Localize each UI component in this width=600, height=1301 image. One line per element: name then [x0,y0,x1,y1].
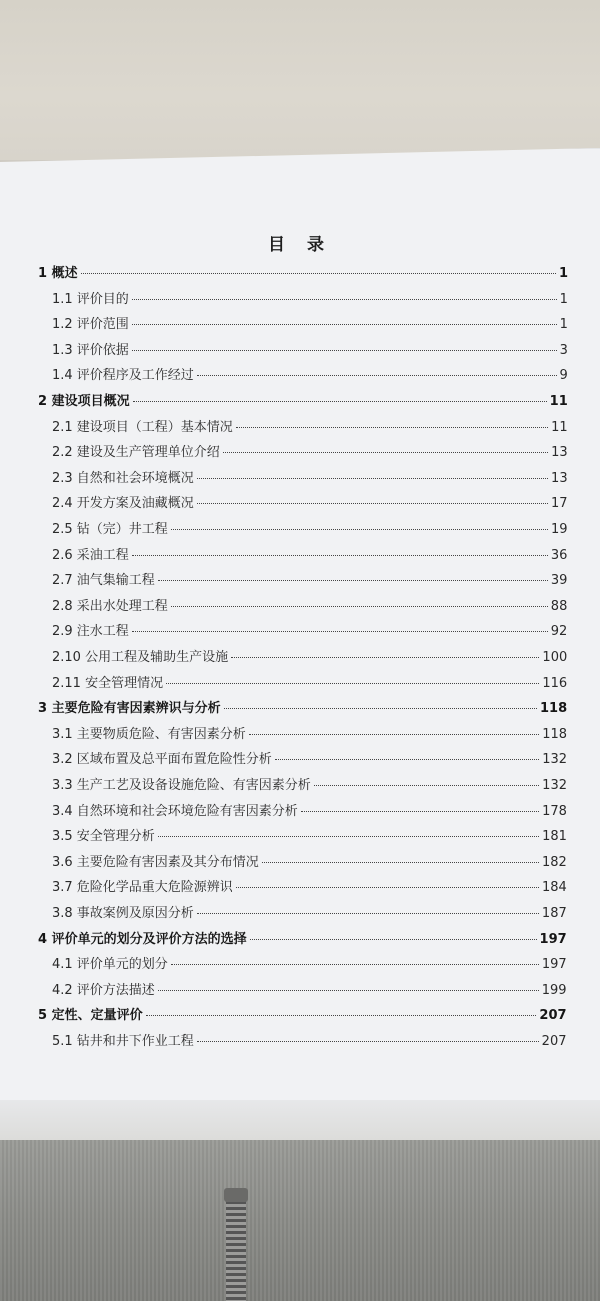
toc-section-entry [52,851,567,870]
toc-entry-label: 2.11 安全管理情况 [52,675,164,691]
toc-entry-page-number: 118 [540,701,568,717]
toc-section-entry [52,544,567,563]
toc-entry-label: 3 主要危险有害因素辨识与分析 [38,701,221,717]
toc-section-entry [52,288,568,307]
dot-leader [236,887,539,888]
dot-leader [250,939,537,940]
toc-entry-label: 2.6 采油工程 [52,547,129,563]
fabric-background [0,1140,600,1301]
toc-section-entry [52,620,567,639]
toc-entry-label: 3.2 区域布置及总平面布置危险性分析 [52,752,272,768]
toc-entry-label: 3.7 危险化学品重大危险源辨识 [52,880,233,896]
toc-entry-label: 1.2 评价范围 [52,317,129,333]
toc-entry-page-number: 11 [551,419,568,435]
toc-section-entry [52,441,568,460]
toc-entry-label: 3.1 主要物质危险、有害因素分析 [52,726,246,742]
toc-entry-label: 2.2 建设及生产管理单位介绍 [52,445,220,461]
toc-entry-label: 1 概述 [38,266,78,281]
toc-entry-page-number: 199 [541,982,567,998]
toc-section-entry [52,646,567,665]
toc-section-entry [52,518,568,537]
toc-entry-page-number: 1 [559,317,568,333]
toc-entry-page-number: 178 [542,803,567,819]
toc-entry-page-number: 19 [550,522,568,537]
dot-leader [132,299,557,300]
dot-leader [262,862,539,863]
dot-leader [132,631,548,632]
toc-entry-page-number: 17 [551,496,568,512]
toc-entry-label: 3.4 自然环境和社会环境危险有害因素分析 [52,803,298,819]
dot-leader [249,734,539,735]
toc-entry-page-number: 92 [550,624,568,640]
dot-leader [223,452,548,453]
dot-leader [81,273,556,274]
zipper-pull [224,1188,248,1202]
toc-entry-label: 1.3 评价依据 [52,342,129,358]
toc-entry-label: 3.6 主要危险有害因素及其分布情况 [52,854,259,870]
dot-leader [133,401,547,402]
toc-section-entry [52,800,567,819]
toc-entry-label: 1.1 评价目的 [52,291,129,307]
dot-leader [171,606,548,607]
toc-entry-label: 2.1 建设项目（工程）基本情况 [52,419,233,435]
toc-entry-page-number: 207 [541,1034,567,1049]
toc-chapter-entry [38,928,567,947]
dot-leader [132,324,557,325]
toc-section-entry [52,492,568,511]
toc-entry-page-number: 36 [550,547,568,563]
dot-leader [197,478,548,479]
toc-section-entry [52,748,567,767]
toc-section-entry [52,723,567,742]
toc-section-entry [52,364,568,383]
toc-entry-page-number: 100 [542,650,568,665]
dot-leader [275,759,539,760]
toc-entry-page-number: 197 [541,957,567,973]
toc-section-entry [52,876,567,895]
dot-leader [158,836,539,837]
toc-entry-label: 5 定性、定量评价 [38,1008,143,1024]
toc-entry-label: 2.9 注水工程 [52,624,129,640]
toc-entry-page-number: 197 [539,931,567,947]
dot-leader [197,913,539,914]
toc-entry-page-number: 13 [551,470,568,486]
toc-section-entry [52,1030,567,1049]
toc-section-entry [52,467,568,486]
toc-entry-page-number: 9 [559,368,568,384]
dot-leader [301,811,539,812]
toc-section-entry [52,339,568,358]
dot-leader [158,580,548,581]
toc-entry-label: 2.10 公用工程及辅助生产设施 [52,650,229,665]
toc-entry-label: 2.8 采出水处理工程 [52,598,168,614]
toc-entry-label: 3.5 安全管理分析 [52,829,155,845]
toc-section-entry [52,595,567,614]
toc-entry-page-number: 118 [542,726,568,742]
dot-leader [224,708,537,709]
dot-leader [314,785,539,786]
toc-entry-page-number: 88 [550,598,568,614]
toc-entry-page-number: 181 [542,829,567,845]
toc-entry-label: 4.2 评价方法描述 [52,982,155,998]
dot-leader [171,964,539,965]
toc-entry-page-number: 1 [559,291,568,307]
dot-leader [231,657,539,658]
toc-entry-label: 3.3 生产工艺及设备设施危险、有害因素分析 [52,778,311,793]
toc-section-entry [52,825,567,844]
toc-entry-label: 1.4 评价程序及工作经过 [52,368,194,384]
dot-leader [146,1015,537,1016]
toc-entry-page-number: 184 [541,880,567,896]
toc-entry-label: 2.5 钻（完）井工程 [52,522,168,537]
toc-entry-page-number: 11 [549,394,568,409]
dot-leader [171,529,548,530]
toc-entry-label: 2.7 油气集输工程 [52,573,155,589]
toc-entry-label: 5.1 钻井和井下作业工程 [52,1034,194,1049]
dot-leader [197,503,548,504]
toc-entry-label: 2 建设项目概况 [38,394,130,409]
toc-entry-page-number: 39 [550,573,568,589]
dot-leader [197,375,557,376]
toc-entry-page-number: 207 [539,1008,567,1024]
zipper [226,1195,246,1301]
toc-section-entry [52,313,568,332]
dot-leader [236,427,548,428]
toc-entry-page-number: 182 [542,854,567,870]
toc-section-entry [52,902,567,921]
toc-section-entry [52,416,568,435]
toc-entry-page-number: 132 [542,778,567,793]
toc-chapter-entry [38,697,567,716]
toc-entry-page-number: 13 [551,445,568,461]
dot-leader [158,990,539,991]
toc-entry-page-number: 132 [542,752,568,768]
toc-entry-page-number: 3 [559,342,568,358]
toc-entry-page-number: 187 [541,906,567,921]
toc-chapter-entry [38,262,568,281]
dot-leader [132,555,548,556]
toc-section-entry [52,672,567,691]
toc-chapter-entry [38,390,568,409]
toc-section-entry [52,979,567,998]
toc-title: 目 录 [268,235,332,255]
toc-entry-label: 2.4 开发方案及油藏概况 [52,496,194,512]
toc-entry-page-number: 1 [558,266,568,281]
toc-section-entry [52,953,567,972]
background-wall [0,0,600,160]
toc-section-entry [52,569,567,588]
toc-section-entry [52,774,567,793]
toc-entry-page-number: 116 [542,675,568,691]
dot-leader [132,350,557,351]
dot-leader [197,1041,539,1042]
toc-chapter-entry [38,1004,567,1023]
toc-entry-label: 4 评价单元的划分及评价方法的选择 [38,931,247,947]
dot-leader [166,683,539,684]
toc-entry-label: 2.3 自然和社会环境概况 [52,470,194,486]
toc-entry-label: 4.1 评价单元的划分 [52,957,168,973]
page-bottom-edge [0,1100,600,1140]
toc-entry-label: 3.8 事故案例及原因分析 [52,906,194,921]
